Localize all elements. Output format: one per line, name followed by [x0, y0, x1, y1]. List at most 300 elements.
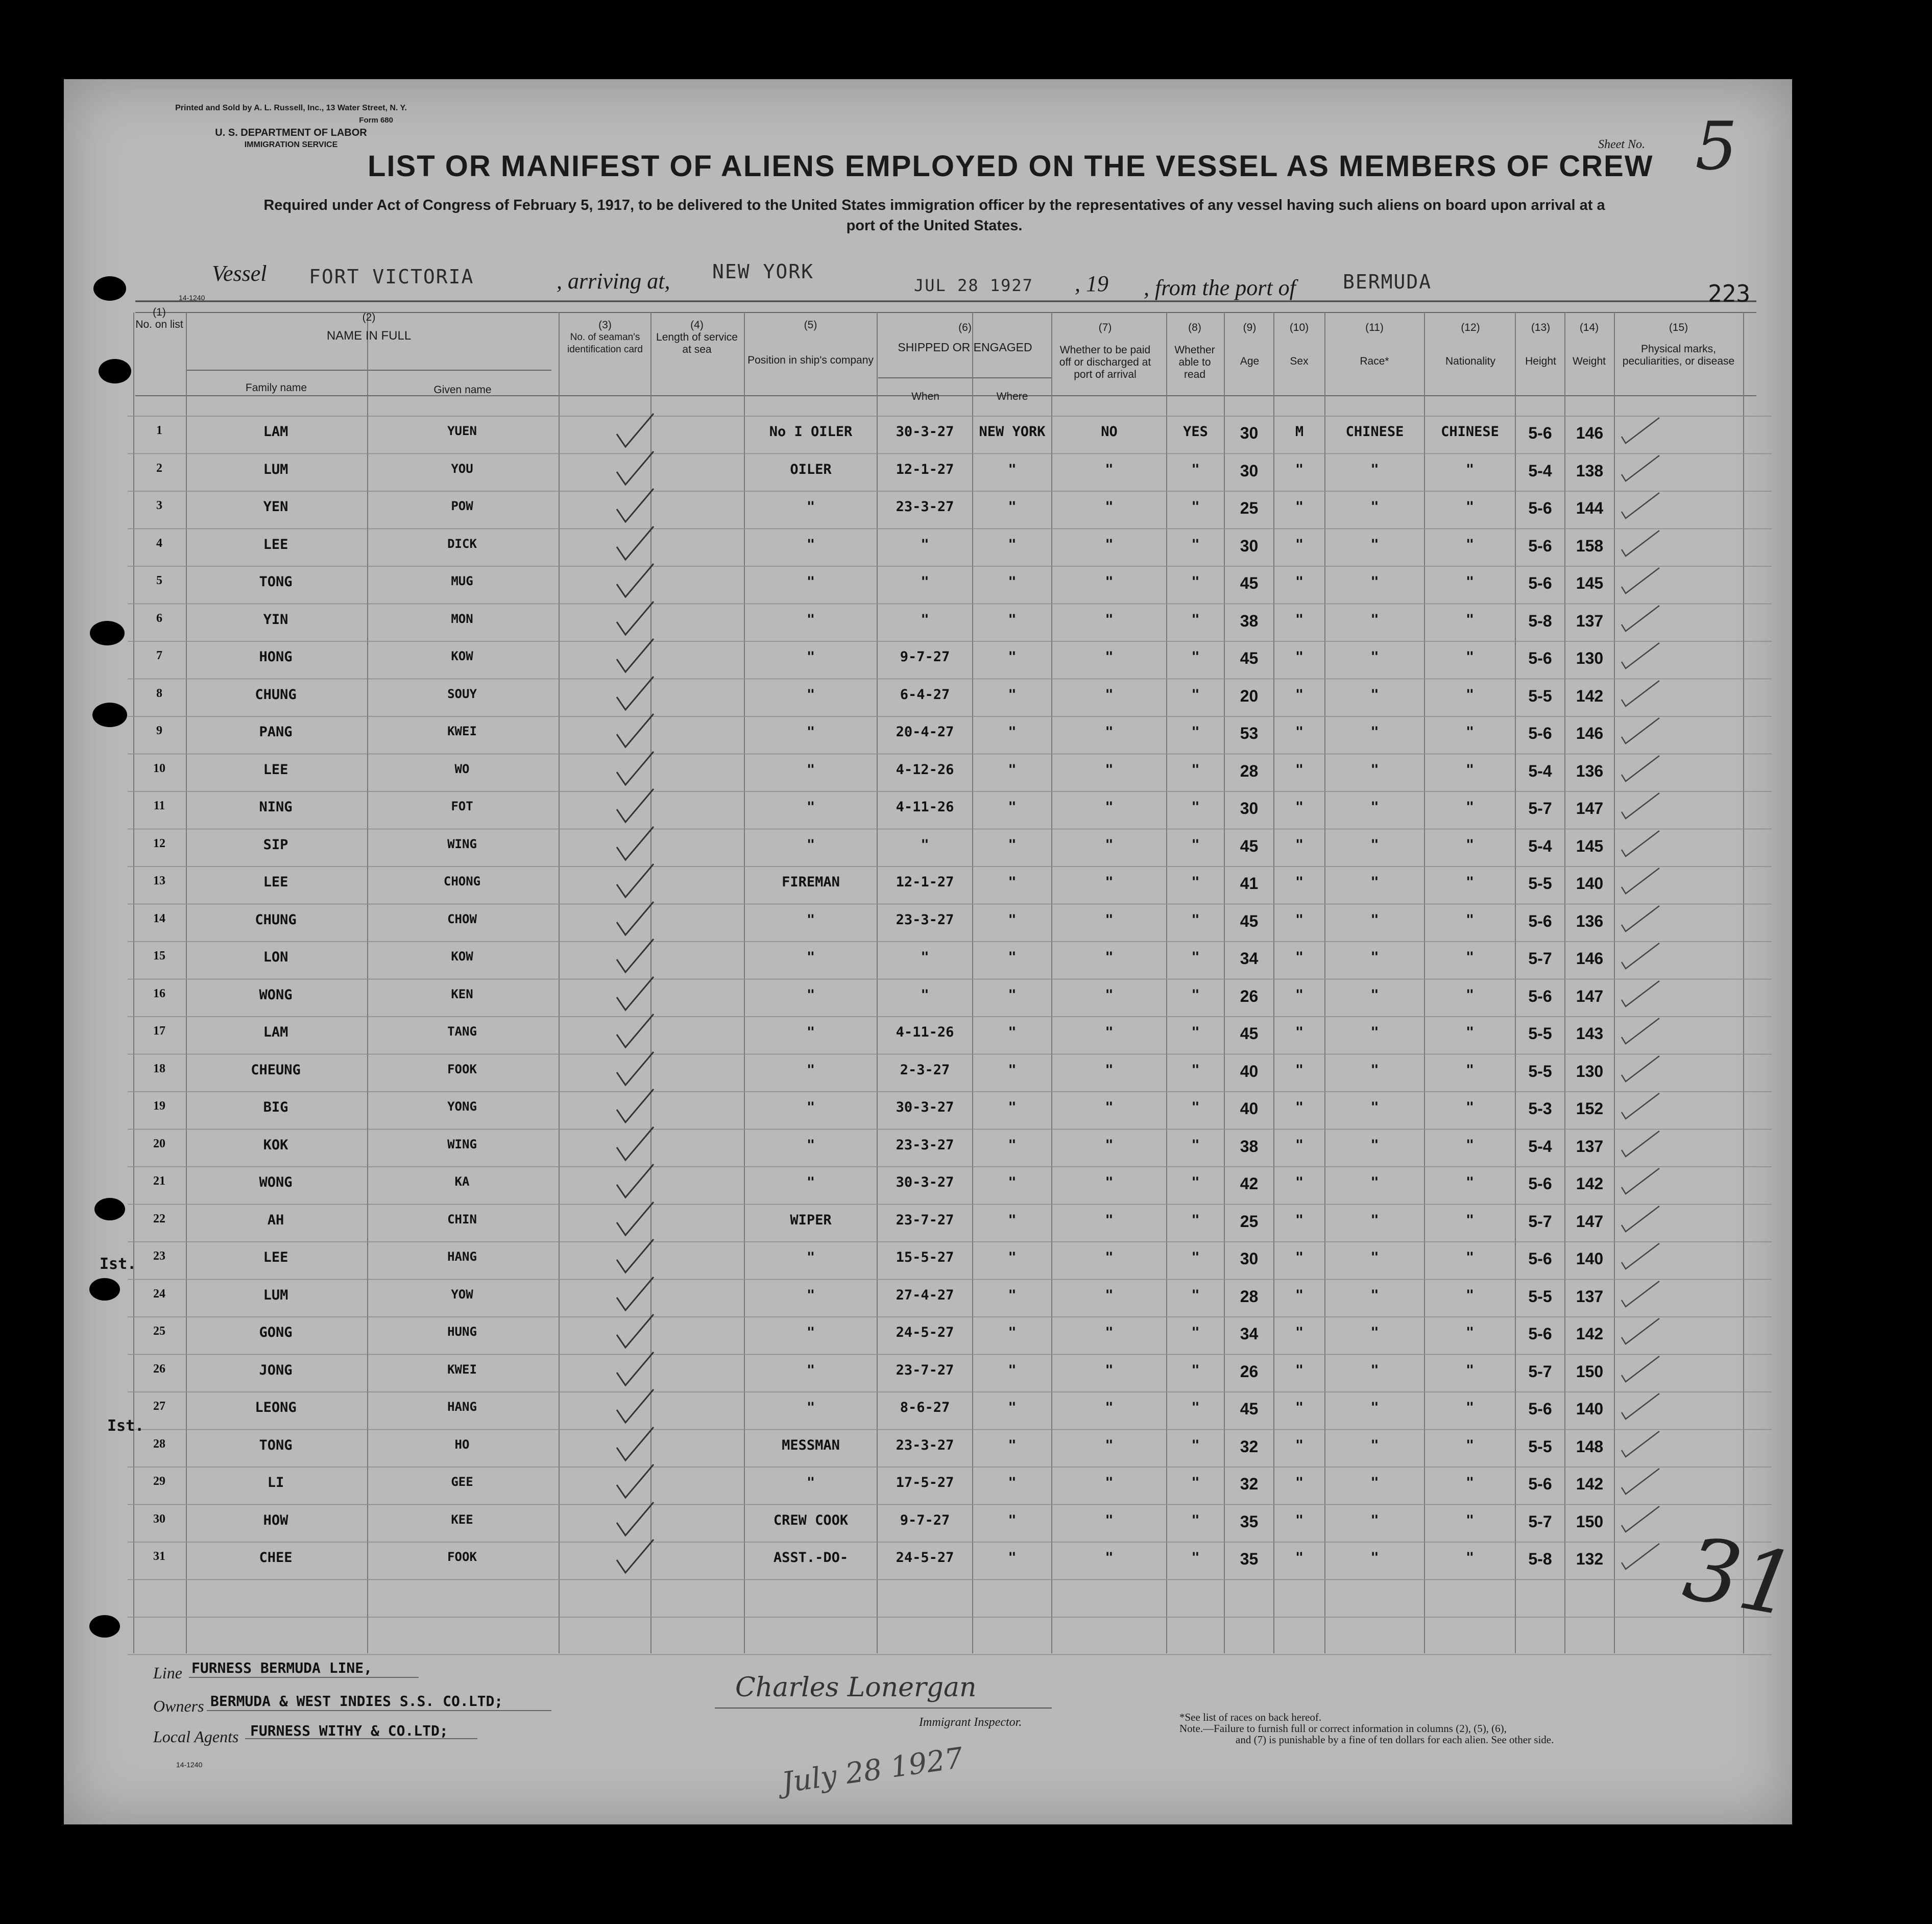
cell-race: ": [1370, 949, 1379, 965]
cell-no: 28: [153, 1437, 165, 1451]
cell-when: 23-3-27: [896, 1137, 954, 1153]
cell-paid: NO: [1101, 424, 1118, 440]
cell-sex: ": [1295, 1099, 1304, 1115]
cell-given: FOOK: [447, 1550, 477, 1564]
margin-note-row-22: Ist.: [100, 1255, 137, 1273]
cell-sex: ": [1295, 1174, 1304, 1190]
cell-nat: ": [1465, 1099, 1475, 1115]
cell-height: 5-7: [1528, 949, 1552, 968]
cell-family: CHUNG: [255, 911, 297, 928]
cell-where: ": [1008, 611, 1017, 628]
cell-position: MESSMAN: [782, 1437, 840, 1453]
cell-weight: 145: [1576, 836, 1604, 855]
cell-nat: ": [1465, 1024, 1475, 1040]
cell-height: 5-6: [1528, 1174, 1552, 1193]
cell-sex: ": [1295, 799, 1304, 815]
cell-height: 5-6: [1528, 574, 1552, 592]
cell-family: TONG: [259, 574, 293, 590]
cell-race: ": [1370, 874, 1379, 890]
cell-height: 5-5: [1528, 1024, 1552, 1043]
cell-position: ": [806, 724, 815, 740]
cell-where: ": [1008, 799, 1017, 815]
cell-nat: ": [1465, 611, 1475, 628]
cell-height: 5-6: [1528, 499, 1552, 517]
cell-weight: 146: [1576, 724, 1604, 742]
cell-where: ": [1008, 649, 1017, 665]
cell-paid: ": [1105, 499, 1114, 515]
cell-paid: ": [1105, 1550, 1114, 1566]
cell-when: 23-7-27: [896, 1212, 954, 1228]
cell-when: 30-3-27: [896, 1099, 954, 1115]
line-value: FURNESS BERMUDA LINE,: [191, 1660, 373, 1676]
cell-no: 11: [153, 799, 165, 812]
cell-race: ": [1370, 611, 1379, 628]
cell-position: ": [806, 611, 815, 628]
cell-family: NING: [259, 799, 293, 815]
tick-mark-icon: [1619, 1502, 1664, 1541]
cell-sex: ": [1295, 1437, 1304, 1453]
cell-nat: ": [1465, 1212, 1475, 1228]
cell-height: 5-6: [1528, 649, 1552, 667]
cell-race: ": [1370, 536, 1379, 552]
cell-family: LAM: [263, 424, 288, 440]
cell-height: 5-6: [1528, 911, 1552, 930]
cell-weight: 130: [1576, 1062, 1604, 1080]
cell-read: ": [1191, 1249, 1200, 1265]
cell-given: TANG: [447, 1024, 477, 1039]
cell-race: ": [1370, 1024, 1379, 1040]
page-number: 223: [1708, 280, 1751, 307]
cell-no: 12: [153, 836, 165, 850]
check-mark-icon: [613, 1237, 659, 1280]
cell-age: 20: [1240, 686, 1259, 705]
cell-read: ": [1191, 1099, 1200, 1115]
cell-given: HUNG: [447, 1325, 477, 1339]
check-mark-icon: [613, 636, 659, 680]
cell-read: ": [1191, 1024, 1200, 1040]
footer-notes: *See list of races on back hereof. Note.—Failure to furnish full or correct information in columns (2), (5), (6), and (7) is punishable by a fine of ten dollars for each alien. See other side.: [1179, 1711, 1554, 1746]
cell-when: 8-6-27: [900, 1400, 950, 1415]
col-2a-header: Family name: [245, 382, 307, 394]
cell-weight: 137: [1576, 611, 1604, 630]
tick-mark-icon: [1619, 414, 1664, 452]
cell-read: ": [1191, 874, 1200, 890]
cell-sex: ": [1295, 1550, 1304, 1566]
cell-paid: ": [1105, 611, 1114, 628]
cell-position: ": [806, 1287, 815, 1303]
col-7-header: (7) Whether to be paid off or discharged at port of arrival: [1059, 322, 1151, 380]
from-label: , from the port of: [1144, 275, 1296, 300]
cell-position: OILER: [790, 461, 832, 477]
cell-age: 32: [1240, 1475, 1259, 1493]
cell-read: ": [1191, 724, 1200, 740]
cell-family: PANG: [259, 724, 293, 740]
cell-age: 41: [1240, 874, 1259, 893]
cell-no: 16: [153, 987, 165, 1000]
check-mark-icon: [613, 1274, 659, 1318]
cell-age: 38: [1240, 1137, 1259, 1156]
cell-given: HANG: [447, 1400, 477, 1414]
cell-sex: ": [1295, 1212, 1304, 1228]
cell-sex: ": [1295, 1137, 1304, 1153]
cell-when: 4-12-26: [896, 761, 954, 778]
cell-weight: 132: [1576, 1550, 1604, 1568]
cell-sex: ": [1295, 761, 1304, 778]
cell-no: 30: [153, 1512, 165, 1526]
cell-paid: ": [1105, 874, 1114, 890]
cell-nat: ": [1465, 499, 1475, 515]
cell-given: YUEN: [447, 424, 477, 438]
cell-race: ": [1370, 1512, 1379, 1528]
cell-when: 24-5-27: [896, 1550, 954, 1566]
cell-height: 5-7: [1528, 799, 1552, 817]
cell-read: ": [1191, 1174, 1200, 1190]
tick-mark-icon: [1619, 451, 1664, 490]
cell-position: CREW COOK: [773, 1512, 849, 1528]
cell-height: 5-4: [1528, 461, 1552, 480]
cell-age: 45: [1240, 836, 1259, 855]
cell-paid: ": [1105, 1400, 1114, 1415]
cell-age: 45: [1240, 574, 1259, 592]
cell-paid: ": [1105, 536, 1114, 552]
sheet-number: 5: [1695, 107, 1737, 185]
cell-position: ": [806, 1137, 815, 1153]
check-mark-icon: [613, 411, 659, 454]
cell-when: 9-7-27: [900, 649, 950, 665]
cell-position: ": [806, 1024, 815, 1040]
page-title: LIST OR MANIFEST OF ALIENS EMPLOYED ON THE VESSEL AS MEMBERS OF CREW: [368, 150, 1654, 183]
cell-no: 1: [156, 424, 162, 437]
cell-read: ": [1191, 1212, 1200, 1228]
cell-position: ASST.-DO-: [773, 1550, 849, 1566]
cell-given: YOU: [451, 461, 473, 476]
cell-race: ": [1370, 1287, 1379, 1303]
cell-read: ": [1191, 987, 1200, 1003]
cell-where: ": [1008, 1512, 1017, 1528]
cell-family: WONG: [259, 1174, 293, 1190]
cell-sex: ": [1295, 1325, 1304, 1340]
cell-race: ": [1370, 761, 1379, 778]
vessel-label: Vessel: [212, 261, 267, 286]
cell-read: ": [1191, 911, 1200, 928]
cell-nat: ": [1465, 874, 1475, 890]
col-5-header: (5) Position in ship's company: [747, 319, 874, 366]
cell-weight: 140: [1576, 1249, 1604, 1268]
cell-position: ": [806, 799, 815, 815]
col-6-header: (6) SHIPPED OR ENGAGED: [898, 322, 1032, 354]
cell-where: ": [1008, 1550, 1017, 1566]
cell-when: ": [921, 949, 929, 965]
cell-sex: ": [1295, 1362, 1304, 1378]
cell-age: 35: [1240, 1512, 1259, 1531]
cell-height: 5-5: [1528, 1287, 1552, 1306]
tick-mark-icon: [1619, 1314, 1664, 1353]
cell-read: ": [1191, 1400, 1200, 1415]
tick-mark-icon: [1619, 1127, 1664, 1165]
cell-sex: ": [1295, 611, 1304, 628]
cell-no: 22: [153, 1212, 165, 1225]
check-mark-icon: [613, 449, 659, 492]
cell-no: 7: [156, 649, 162, 662]
cell-age: 45: [1240, 911, 1259, 930]
cell-family: LI: [267, 1475, 284, 1490]
cell-no: 19: [153, 1099, 165, 1113]
cell-sex: ": [1295, 649, 1304, 665]
cell-given: KEN: [451, 987, 473, 1001]
cell-position: ": [806, 761, 815, 778]
cell-given: CHIN: [447, 1212, 477, 1226]
cell-nat: ": [1465, 799, 1475, 815]
cell-read: ": [1191, 1437, 1200, 1453]
cell-paid: ": [1105, 1212, 1114, 1228]
cell-family: KOK: [263, 1137, 288, 1153]
cell-no: 18: [153, 1062, 165, 1075]
cell-given: KOW: [451, 649, 473, 663]
cell-weight: 138: [1576, 461, 1604, 480]
cell-no: 5: [156, 574, 162, 587]
cell-read: ": [1191, 836, 1200, 853]
check-mark-icon: [613, 711, 659, 755]
cell-nat: ": [1465, 1512, 1475, 1528]
cell-paid: ": [1105, 836, 1114, 853]
cell-race: ": [1370, 1099, 1379, 1115]
cell-paid: ": [1105, 911, 1114, 928]
cell-where: ": [1008, 1475, 1017, 1490]
agents-value: FURNESS WITHY & CO.LTD;: [250, 1722, 448, 1739]
cell-race: ": [1370, 911, 1379, 928]
cell-position: ": [806, 1362, 815, 1378]
check-mark-icon: [613, 1199, 659, 1243]
cell-nat: ": [1465, 911, 1475, 928]
cell-no: 13: [153, 874, 165, 887]
cell-where: ": [1008, 987, 1017, 1003]
cell-sex: M: [1295, 424, 1304, 440]
check-mark-icon: [613, 674, 659, 717]
check-mark-icon: [613, 1049, 659, 1093]
cell-where: ": [1008, 1437, 1017, 1453]
cell-paid: ": [1105, 1475, 1114, 1490]
cell-height: 5-6: [1528, 1325, 1552, 1343]
tick-mark-icon: [1619, 789, 1664, 827]
owners-value: BERMUDA & WEST INDIES S.S. CO.LTD;: [210, 1693, 503, 1710]
check-mark-icon: [613, 974, 659, 1018]
cell-race: ": [1370, 1137, 1379, 1153]
tick-mark-icon: [1619, 827, 1664, 865]
check-mark-icon: [613, 1537, 659, 1580]
cell-position: ": [806, 499, 815, 515]
cell-family: LUM: [263, 461, 288, 477]
cell-given: HO: [454, 1437, 470, 1452]
col-1-header: (1) No. on list: [135, 306, 183, 330]
cell-weight: 142: [1576, 686, 1604, 705]
tick-mark-icon: [1619, 1352, 1664, 1390]
check-mark-icon: [613, 599, 659, 642]
cell-read: ": [1191, 686, 1200, 703]
cell-read: ": [1191, 1062, 1200, 1078]
cell-family: YEN: [263, 499, 288, 515]
col-2-header: (2) NAME IN FULL: [326, 311, 412, 343]
cell-height: 5-7: [1528, 1212, 1552, 1231]
cell-read: ": [1191, 1475, 1200, 1490]
cell-given: KWEI: [447, 1362, 477, 1377]
cell-no: 10: [153, 761, 165, 775]
cell-age: 32: [1240, 1437, 1259, 1456]
cell-race: ": [1370, 1550, 1379, 1566]
cell-no: 6: [156, 611, 162, 625]
cell-read: ": [1191, 799, 1200, 815]
cell-paid: ": [1105, 987, 1114, 1003]
cell-position: ": [806, 1062, 815, 1078]
cell-no: 8: [156, 686, 162, 700]
cell-where: ": [1008, 1249, 1017, 1265]
cell-position: ": [806, 987, 815, 1003]
cell-race: ": [1370, 1249, 1379, 1265]
cell-age: 25: [1240, 1212, 1259, 1231]
cell-age: 26: [1240, 987, 1259, 1005]
printer-imprint: Printed and Sold by A. L. Russell, Inc., 13 Water Street, N. Y. Form 680 U. S. DEPARTMENT OF LABOR IMMIGRATION SERVICE: [175, 104, 407, 149]
cell-given: POW: [451, 499, 473, 513]
cell-position: ": [806, 1475, 815, 1490]
cell-weight: 142: [1576, 1475, 1604, 1493]
cell-no: 21: [153, 1174, 165, 1188]
cell-height: 5-6: [1528, 1475, 1552, 1493]
col-12-header: (12) Nationality: [1445, 322, 1496, 367]
cell-sex: ": [1295, 949, 1304, 965]
cell-sex: ": [1295, 1475, 1304, 1490]
cell-race: ": [1370, 836, 1379, 853]
cell-family: LEE: [263, 761, 288, 778]
cell-sex: ": [1295, 574, 1304, 590]
cell-when: 15-5-27: [896, 1249, 954, 1265]
cell-given: KOW: [451, 949, 473, 964]
cell-position: ": [806, 1099, 815, 1115]
cell-given: FOT: [451, 799, 473, 813]
cell-family: GONG: [259, 1325, 293, 1340]
cell-family: HONG: [259, 649, 293, 665]
check-mark-icon: [613, 786, 659, 830]
cell-weight: 147: [1576, 799, 1604, 817]
cell-sex: ": [1295, 461, 1304, 477]
cell-nat: ": [1465, 761, 1475, 778]
cell-age: 28: [1240, 1287, 1259, 1306]
cell-family: TONG: [259, 1437, 293, 1453]
col-6b-header: Where: [996, 391, 1028, 402]
cell-race: ": [1370, 1475, 1379, 1490]
cell-height: 5-6: [1528, 987, 1552, 1005]
form-code-top: 14-1240: [179, 294, 205, 302]
cell-read: ": [1191, 1550, 1200, 1566]
cell-age: 38: [1240, 611, 1259, 630]
check-mark-icon: [613, 524, 659, 567]
cell-race: ": [1370, 1362, 1379, 1378]
sheet-label: Sheet No.: [1598, 138, 1645, 151]
cell-sex: ": [1295, 536, 1304, 552]
check-mark-icon: [613, 1124, 659, 1168]
tick-mark-icon: [1619, 1427, 1664, 1465]
cell-weight: 150: [1576, 1362, 1604, 1381]
cell-where: ": [1008, 1212, 1017, 1228]
cell-no: 26: [153, 1362, 165, 1376]
cell-height: 5-6: [1528, 1249, 1552, 1268]
check-mark-icon: [613, 749, 659, 792]
cell-weight: 142: [1576, 1174, 1604, 1193]
cell-paid: ": [1105, 1099, 1114, 1115]
cell-read: ": [1191, 611, 1200, 628]
cell-where: ": [1008, 1024, 1017, 1040]
tick-mark-icon: [1619, 564, 1664, 602]
cell-no: 17: [153, 1024, 165, 1038]
cell-nat: ": [1465, 461, 1475, 477]
tick-mark-icon: [1619, 1089, 1664, 1127]
cell-no: 14: [153, 911, 165, 925]
check-mark-icon: [613, 1462, 659, 1505]
cell-when: ": [921, 836, 929, 853]
cell-paid: ": [1105, 1437, 1114, 1453]
cell-where: ": [1008, 874, 1017, 890]
cell-when: 23-3-27: [896, 911, 954, 928]
agents-label: Local Agents: [153, 1727, 239, 1746]
cell-paid: ": [1105, 461, 1114, 477]
cell-position: ": [806, 574, 815, 590]
cell-given: KWEI: [447, 724, 477, 738]
cell-nat: CHINESE: [1441, 424, 1499, 440]
cell-no: 15: [153, 949, 165, 963]
cell-where: ": [1008, 1362, 1017, 1378]
cell-nat: ": [1465, 1249, 1475, 1265]
tick-mark-icon: [1619, 752, 1664, 790]
cell-no: 29: [153, 1475, 165, 1488]
cell-race: ": [1370, 1212, 1379, 1228]
cell-given: MUG: [451, 574, 473, 588]
cell-family: AH: [267, 1212, 284, 1228]
cell-paid: ": [1105, 761, 1114, 778]
cell-when: 12-1-27: [896, 461, 954, 477]
tick-mark-icon: [1619, 1540, 1664, 1578]
cell-family: JONG: [259, 1362, 293, 1378]
cell-race: ": [1370, 649, 1379, 665]
cell-weight: 140: [1576, 1400, 1604, 1418]
cell-position: ": [806, 911, 815, 928]
cell-weight: 140: [1576, 874, 1604, 893]
cell-where: ": [1008, 1062, 1017, 1078]
cell-position: ": [806, 1325, 815, 1340]
departure-port: BERMUDA: [1343, 271, 1432, 293]
tick-mark-icon: [1619, 1164, 1664, 1202]
cell-race: ": [1370, 1437, 1379, 1453]
cell-when: 9-7-27: [900, 1512, 950, 1528]
cell-when: ": [921, 987, 929, 1003]
cell-read: ": [1191, 499, 1200, 515]
cell-height: 5-4: [1528, 1137, 1552, 1156]
cell-no: 20: [153, 1137, 165, 1150]
cell-weight: 158: [1576, 536, 1604, 555]
cell-age: 45: [1240, 1024, 1259, 1043]
cell-nat: ": [1465, 536, 1475, 552]
cell-read: ": [1191, 574, 1200, 590]
cell-nat: ": [1465, 1437, 1475, 1453]
cell-position: ": [806, 1249, 815, 1265]
cell-no: 24: [153, 1287, 165, 1301]
tick-mark-icon: [1619, 902, 1664, 940]
cell-age: 30: [1240, 424, 1259, 442]
total-count-mark: 31: [1677, 1518, 1803, 1637]
cell-age: 35: [1240, 1550, 1259, 1568]
cell-weight: 146: [1576, 424, 1604, 442]
col-9-header: (9) Age: [1240, 322, 1260, 367]
cell-read: ": [1191, 536, 1200, 552]
cell-when: ": [921, 536, 929, 552]
cell-when: 17-5-27: [896, 1475, 954, 1490]
